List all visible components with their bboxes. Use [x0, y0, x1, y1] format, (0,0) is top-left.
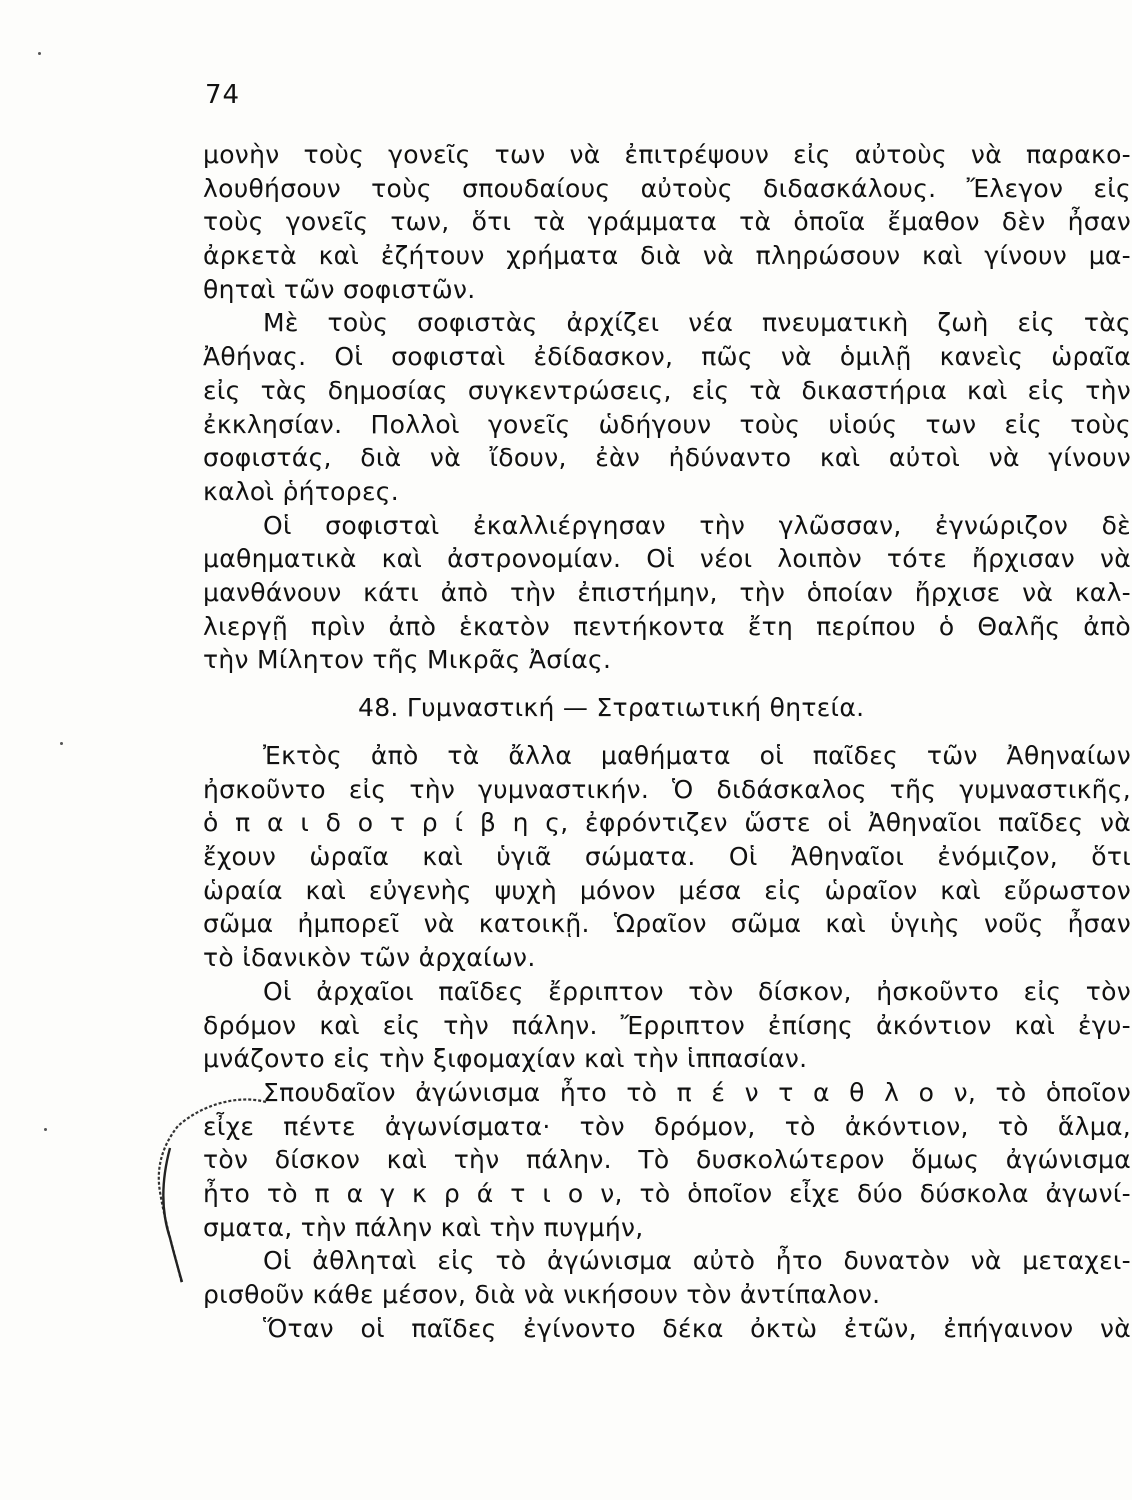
text-line: Οἱ ἀρχαῖοι παῖδες ἔρριπτον τὸν δίσκον, ἠσκοῦντο εἰς τὸν — [263, 976, 1131, 1006]
text-line: δρόμον καὶ εἰς τὴν πάλην. Ἔρριπτον ἐπίσης ἀκόντιον καὶ ἐγυ- — [203, 1010, 1131, 1040]
text-line: ἔχουν ὡραῖα καὶ ὑγιᾶ σώματα. Οἱ Ἀθηναῖοι ἐνόμιζον, ὅτι — [203, 842, 1131, 872]
text-line: θηταὶ τῶν σοφιστῶν. — [203, 274, 476, 304]
text-line: ἀρκετὰ καὶ ἐζήτουν χρήματα διὰ νὰ πληρώσουν καὶ γίνουν μα- — [203, 241, 1131, 271]
text-line: σῶμα ἠμπορεῖ νὰ κατοικῇ. Ὡραῖον σῶμα καὶ ὑγιὴς νοῦς ἦσαν — [203, 909, 1131, 939]
text-line: λουθήσουν τοὺς σπουδαίους αὐτοὺς διδασκάλους. Ἔλεγον εἰς — [203, 173, 1131, 203]
print-speck — [60, 742, 63, 745]
text-line: Μὲ τοὺς σοφιστὰς ἀρχίζει νέα πνευματικὴ ζωὴ εἰς τὰς — [263, 308, 1131, 338]
text-line: σματα, τὴν πάλην καὶ τὴν πυγμήν, — [203, 1212, 644, 1242]
text-line: Ἀθήνας. Οἱ σοφισταὶ ἐδίδασκον, πῶς νὰ ὁμιλῇ κανεὶς ὡραῖα — [203, 342, 1131, 372]
text-line: Οἱ σοφισταὶ ἐκαλλιέργησαν τὴν γλῶσσαν, ἐγνώριζον δὲ — [263, 510, 1131, 540]
text-line: Οἱ ἀθληταὶ εἰς τὸ ἀγώνισμα αὐτὸ ἦτο δυνατὸν νὰ μεταχει- — [263, 1246, 1131, 1276]
text-line: ρισθοῦν κάθε μέσον, διὰ νὰ νικήσουν τὸν ἀντίπαλον. — [203, 1280, 881, 1309]
print-speck — [44, 1128, 47, 1131]
text-line: εἶχε πέντε ἀγωνίσματα· τὸν δρόμον, τὸ ἀκόντιον, τὸ ἅλμα, — [203, 1111, 1131, 1141]
print-speck — [38, 52, 41, 55]
text-line: ἦτο τὸ π α γ κ ρ ά τ ι ο ν, τὸ ὁποῖον εἶχε δύο δύσκολα ἀγωνί- — [203, 1178, 1131, 1208]
text-line: ἠσκοῦντο εἰς τὴν γυμναστικήν. Ὁ διδάσκαλος τῆς γυμναστικῆς, — [203, 774, 1131, 804]
text-line: τὸ ἰδανικὸν τῶν ἀρχαίων. — [203, 943, 536, 973]
text-line: Ἐκτὸς ἀπὸ τὰ ἄλλα μαθήματα οἱ παῖδες τῶν Ἀθηναίων — [263, 741, 1131, 770]
text-line: ὡραία καὶ εὐγενὴς ψυχὴ μόνον μέσα εἰς ὡραῖον καὶ εὔρωστον — [203, 875, 1131, 905]
text-line: Ὅταν οἱ παῖδες ἐγίνοντο δέκα ὀκτὼ ἐτῶν, ἐπήγαινον νὰ — [263, 1313, 1131, 1343]
section-heading: 48. Γυμναστική — Στρατιωτική θητεία. — [358, 693, 865, 722]
section-gymnastics — [203, 739, 1131, 1345]
section-sophists — [203, 138, 1131, 677]
text-line: μνάζοντο εἰς τὴν ξιφομαχίαν καὶ τὴν ἱππασίαν. — [203, 1044, 808, 1074]
text-line: λιεργῇ πρὶν ἀπὸ ἑκατὸν πεντήκοντα ἔτη περίπου ὁ Θαλῆς ἀπὸ — [203, 611, 1131, 641]
text-line: μαθηματικὰ καὶ ἀστρονομίαν. Οἱ νέοι λοιπὸν τότε ἤρχισαν νὰ — [203, 544, 1131, 574]
handwritten-bracket-mark — [148, 1088, 278, 1288]
page-number: 74 — [205, 80, 241, 110]
text-line: μονὴν τοὺς γονεῖς των νὰ ἐπιτρέψουν εἰς αὐτοὺς νὰ παρακο- — [203, 140, 1131, 169]
text-line: εἰς τὰς δημοσίας συγκεντρώσεις, εἰς τὰ δικαστήρια καὶ εἰς τὴν — [203, 375, 1131, 405]
text-line: μανθάνουν κάτι ἀπὸ τὴν ἐπιστήμην, τὴν ὁποίαν ἤρχισε νὰ καλ- — [203, 577, 1131, 607]
body-text — [203, 138, 1131, 1345]
text-line: Σπουδαῖον ἀγώνισμα ἦτο τὸ π έ ν τ α θ λ ο ν, τὸ ὁποῖον — [263, 1077, 1131, 1107]
text-line: τοὺς γονεῖς των, ὅτι τὰ γράμματα τὰ ὁποῖα ἔμαθον δὲν ἦσαν — [203, 207, 1131, 237]
text-line: ἐκκλησίαν. Πολλοὶ γονεῖς ὡδήγουν τοὺς υἱούς των εἰς τοὺς — [203, 409, 1131, 439]
text-line: ὁ π α ι δ ο τ ρ ί β η ς, ἐφρόντιζεν ὥστε οἱ Ἀθηναῖοι παῖδες νὰ — [203, 808, 1131, 838]
text-line: τὴν Μίλητον τῆς Μικρᾶς Ἀσίας. — [203, 645, 612, 675]
text-line: τὸν δίσκον καὶ τὴν πάλην. Τὸ δυσκολώτερον ὅμως ἀγώνισμα — [203, 1145, 1131, 1175]
text-line: σοφιστάς, διὰ νὰ ἴδουν, ἐὰν ἠδύναντο καὶ αὐτοὶ νὰ γίνουν — [203, 443, 1131, 473]
text-line: καλοὶ ῥήτορες. — [203, 476, 399, 506]
